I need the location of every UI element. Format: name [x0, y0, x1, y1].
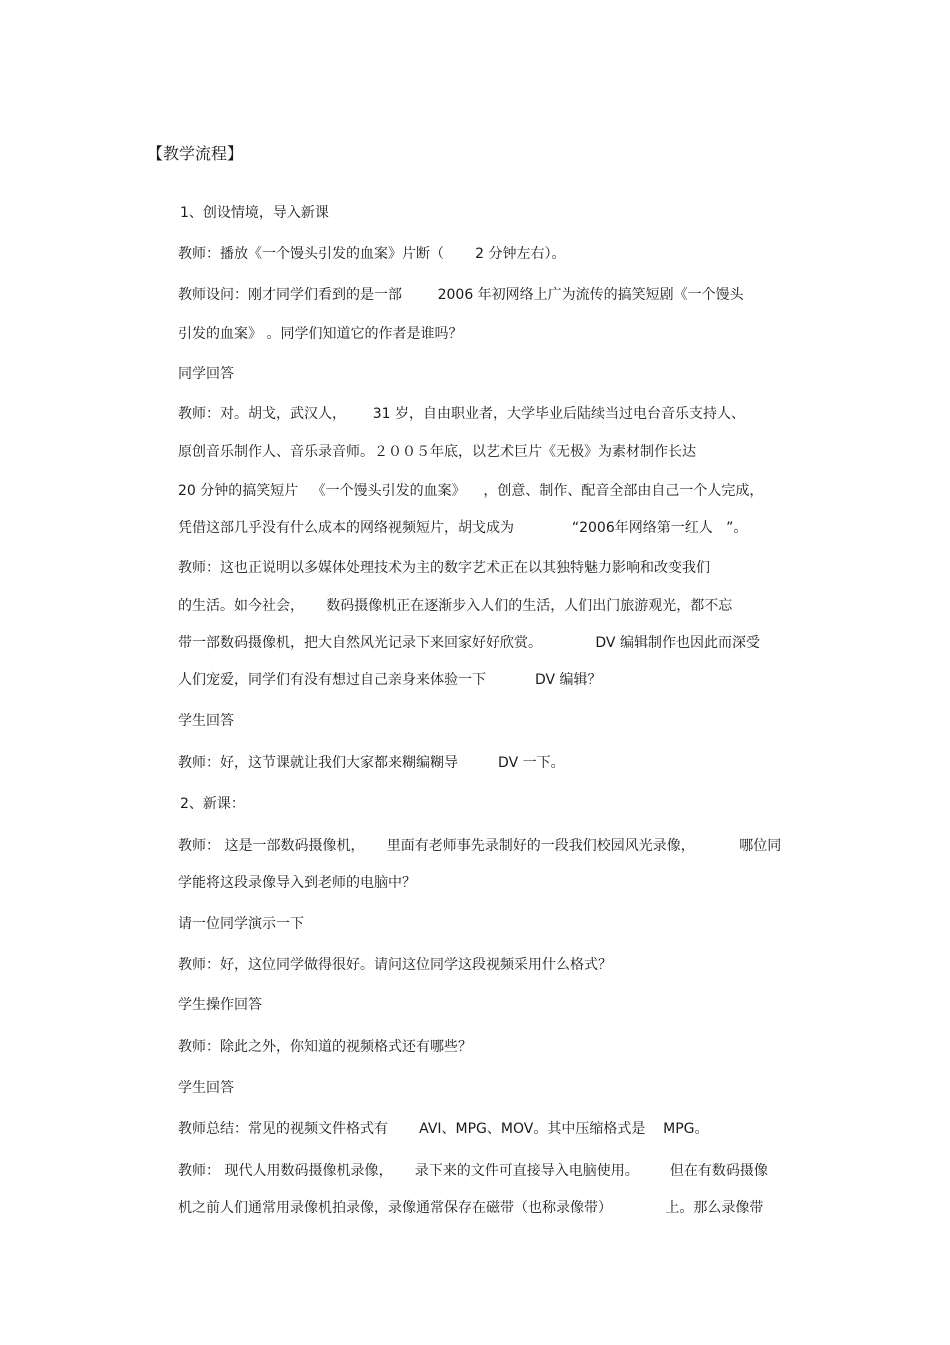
section-heading: 1、创设情境，导入新课	[180, 205, 329, 221]
paragraph-line: 学能将这段录像导入到老师的电脑中？	[178, 875, 416, 891]
paragraph-line: 教师： 这是一部数码摄像机， 里面有老师事先录制好的一段我们校园风光录像， 哪位同	[178, 838, 782, 854]
section-title: 【教学流程】	[147, 144, 244, 163]
paragraph-line: 教师：这也正说明以多媒体处理技术为主的数字艺术正在以其独特魅力影响和改变我们	[178, 560, 710, 576]
paragraph-line: 教师：好，这位同学做得很好。请问这位同学这段视频采用什么格式？	[178, 957, 612, 973]
paragraph-line: 同学回答	[178, 366, 234, 382]
paragraph-line: 教师： 现代人用数码摄像机录像， 录下来的文件可直接导入电脑使用。 但在有数码摄像	[178, 1163, 768, 1179]
paragraph-line: 带一部数码摄像机，把大自然风光记录下来回家好好欣赏。 DV 编辑制作也因此而深受	[178, 635, 760, 651]
paragraph-line: 学生操作回答	[178, 997, 262, 1013]
paragraph-line: 的生活。如今社会， 数码摄像机正在逐渐步入人们的生活，人们出门旅游观光，都不忘	[178, 598, 733, 614]
paragraph-line: 教师设问：刚才同学们看到的是一部 2006 年初网络上广为流传的搞笑短剧《一个馒头	[178, 287, 744, 303]
paragraph-line: 请一位同学演示一下	[178, 916, 304, 932]
paragraph-line: 20 分钟的搞笑短片 《一个馒头引发的血案》 ，创意、制作、配音全部由自己一个人完成，	[178, 483, 764, 499]
paragraph-line: 原创音乐制作人、音乐录音师。２００５年底，以艺术巨片《无极》为素材制作长达	[178, 444, 696, 460]
paragraph-line: 机之前人们通常用录像机拍录像，录像通常保存在磁带（也称录像带） 上。那么录像带	[178, 1200, 764, 1216]
paragraph-line: 教师总结：常见的视频文件格式有 AVI、MPG、MOV。其中压缩格式是 MPG。	[178, 1121, 709, 1137]
paragraph-line: 凭借这部几乎没有什么成本的网络视频短片，胡戈成为 “2006年网络第一红人 ”。	[178, 520, 748, 536]
paragraph-line: 教师：好，这节课就让我们大家都来糊编糊导 DV 一下。	[178, 755, 565, 771]
paragraph-line: 引发的血案》 。同学们知道它的作者是谁吗？	[178, 326, 463, 342]
paragraph-line: 教师：除此之外，你知道的视频格式还有哪些？	[178, 1039, 472, 1055]
paragraph-line: 学生回答	[178, 1080, 234, 1096]
paragraph-line: 教师：对。胡戈，武汉人， 31 岁，自由职业者，大学毕业后陆续当过电台音乐支持人、	[178, 406, 745, 422]
paragraph-line: 教师：播放《一个馒头引发的血案》片断（ 2 分钟左右）。	[178, 246, 566, 262]
section-heading: 2、新课：	[180, 796, 245, 812]
paragraph-line: 人们宠爱，同学们有没有想过自己亲身来体验一下 DV 编辑？	[178, 672, 602, 688]
paragraph-line: 学生回答	[178, 713, 234, 729]
